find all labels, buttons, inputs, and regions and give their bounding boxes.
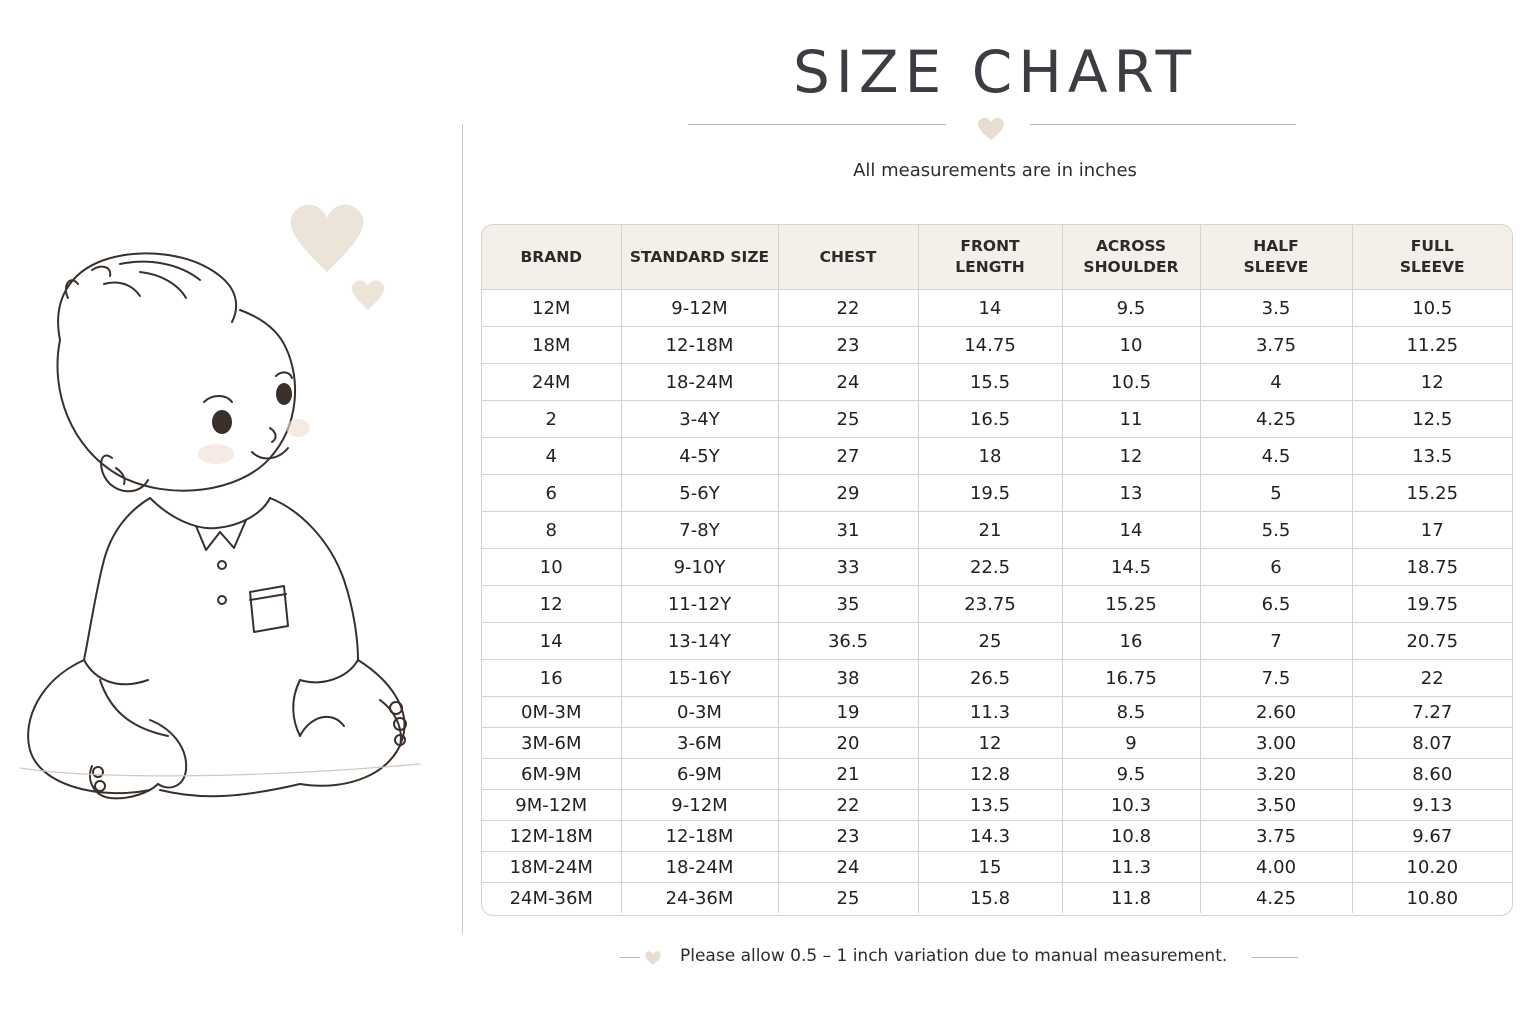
table-cell: 4.00	[1200, 852, 1352, 883]
table-row	[482, 512, 1512, 549]
table-cell: 8.07	[1352, 728, 1512, 759]
table-cell: 10.20	[1352, 852, 1512, 883]
table-row	[482, 852, 1512, 883]
table-cell: 3.00	[1200, 728, 1352, 759]
table-cell: 12	[1062, 438, 1200, 475]
column-header: ACROSS SHOULDER	[1062, 225, 1200, 290]
table-cell: 24M-36M	[482, 883, 621, 914]
table-cell: 27	[778, 438, 918, 475]
table-row	[482, 623, 1512, 660]
table-cell: 9	[1062, 728, 1200, 759]
table-cell: 14	[482, 623, 621, 660]
table-row	[482, 364, 1512, 401]
table-cell: 12-18M	[621, 821, 778, 852]
table-cell: 8.5	[1062, 697, 1200, 728]
table-cell: 3-4Y	[621, 401, 778, 438]
table-cell: 21	[778, 759, 918, 790]
table-cell: 22	[778, 790, 918, 821]
table-cell: 5-6Y	[621, 475, 778, 512]
table-cell: 4.25	[1200, 883, 1352, 914]
table-cell: 6-9M	[621, 759, 778, 790]
table-cell: 9M-12M	[482, 790, 621, 821]
table-cell: 15.5	[918, 364, 1062, 401]
table-cell: 3.50	[1200, 790, 1352, 821]
table-cell: 5	[1200, 475, 1352, 512]
table-cell: 22.5	[918, 549, 1062, 586]
table-cell: 26.5	[918, 660, 1062, 697]
table-cell: 2	[482, 401, 621, 438]
table-cell: 16	[1062, 623, 1200, 660]
table-cell: 17	[1352, 512, 1512, 549]
table-cell: 11.8	[1062, 883, 1200, 914]
table-row	[482, 821, 1512, 852]
size-table	[482, 225, 1512, 913]
table-cell: 4	[482, 438, 621, 475]
table-cell: 33	[778, 549, 918, 586]
table-cell: 9-12M	[621, 290, 778, 327]
table-cell: 4	[1200, 364, 1352, 401]
table-row	[482, 438, 1512, 475]
table-cell: 12M-18M	[482, 821, 621, 852]
table-cell: 6M-9M	[482, 759, 621, 790]
heart-icon	[291, 205, 364, 272]
table-cell: 22	[778, 290, 918, 327]
table-cell: 19.5	[918, 475, 1062, 512]
page-title: SIZE CHART	[792, 38, 1198, 106]
table-cell: 11.25	[1352, 327, 1512, 364]
table-cell: 3.20	[1200, 759, 1352, 790]
table-cell: 15.25	[1062, 586, 1200, 623]
table-cell: 0M-3M	[482, 697, 621, 728]
table-cell: 15.8	[918, 883, 1062, 914]
table-cell: 13-14Y	[621, 623, 778, 660]
table-cell: 19	[778, 697, 918, 728]
measurement-footnote: Please allow 0.5 – 1 inch variation due to manual measurement.	[680, 946, 1228, 966]
table-cell: 11.3	[1062, 852, 1200, 883]
table-cell: 3.5	[1200, 290, 1352, 327]
table-cell: 10.5	[1352, 290, 1512, 327]
table-cell: 7-8Y	[621, 512, 778, 549]
table-cell: 24	[778, 852, 918, 883]
table-cell: 10.80	[1406, 887, 1459, 909]
column-header: CHEST	[778, 225, 918, 290]
table-cell: 18M	[482, 327, 621, 364]
table-cell: 11-12Y	[621, 586, 778, 623]
table-cell: 14.75	[918, 327, 1062, 364]
table-cell: 25	[778, 401, 918, 438]
table-cell: 5.5	[1200, 512, 1352, 549]
table-cell: 10	[1062, 327, 1200, 364]
table-row	[482, 660, 1512, 697]
table-cell: 23.75	[918, 586, 1062, 623]
table-cell: 7	[1200, 623, 1352, 660]
table-cell: 13.5	[1352, 438, 1512, 475]
baby-illustration	[0, 180, 440, 820]
table-cell: 9.5	[1062, 290, 1200, 327]
table-cell: 9.13	[1352, 790, 1512, 821]
footnote-rule-right	[1252, 957, 1298, 958]
table-cell: 6	[482, 475, 621, 512]
table-cell: 7.27	[1352, 697, 1512, 728]
table-cell: 38	[778, 660, 918, 697]
title-rule-right	[1030, 124, 1296, 125]
table-cell: 15-16Y	[621, 660, 778, 697]
table-cell: 9-12M	[621, 790, 778, 821]
table-row	[482, 290, 1512, 327]
table-cell: 21	[918, 512, 1062, 549]
table-cell: 16	[482, 660, 621, 697]
table-body	[482, 290, 1512, 914]
vertical-divider	[462, 124, 463, 934]
column-header: HALF SLEEVE	[1200, 225, 1352, 290]
table-cell: 29	[778, 475, 918, 512]
table-cell: 6.5	[1200, 586, 1352, 623]
table-cell: 11.3	[918, 697, 1062, 728]
table-cell: 11	[1062, 401, 1200, 438]
table-cell: 25	[918, 623, 1062, 660]
table-cell: 15	[918, 852, 1062, 883]
table-cell: 12-18M	[621, 327, 778, 364]
table-cell: 12	[918, 728, 1062, 759]
table-cell: 10.3	[1062, 790, 1200, 821]
table-cell: 25	[778, 883, 918, 914]
table-cell: 10.8	[1062, 821, 1200, 852]
table-cell: 16.75	[1062, 660, 1200, 697]
table-cell: 3.75	[1200, 821, 1352, 852]
units-subtitle: All measurements are in inches	[853, 160, 1137, 181]
table-header-row	[482, 225, 1512, 290]
table-cell: 14	[1062, 512, 1200, 549]
table-row	[482, 586, 1512, 623]
table-cell: 13.5	[918, 790, 1062, 821]
table-row	[482, 549, 1512, 586]
table-cell: 10.5	[1062, 364, 1200, 401]
table-cell: 12.8	[918, 759, 1062, 790]
table-cell: 22	[1352, 660, 1512, 697]
table-cell: 9.5	[1062, 759, 1200, 790]
table-cell: 18-24M	[621, 364, 778, 401]
table-cell: 14.5	[1062, 549, 1200, 586]
table-cell: 20	[778, 728, 918, 759]
table-cell: 3M-6M	[482, 728, 621, 759]
table-row	[482, 790, 1512, 821]
table-cell: 31	[778, 512, 918, 549]
table-cell: 35	[778, 586, 918, 623]
table-cell: 12.5	[1352, 401, 1512, 438]
table-cell: 12	[482, 586, 621, 623]
table-row	[482, 697, 1512, 728]
table-cell: 15.25	[1352, 475, 1512, 512]
column-header: STANDARD SIZE	[621, 225, 778, 290]
table-cell: 4.25	[1200, 401, 1352, 438]
heart-icon	[976, 116, 1006, 142]
heart-icon	[352, 280, 385, 310]
table-cell: 12	[1352, 364, 1512, 401]
table-row	[482, 759, 1512, 790]
column-header: BRAND	[482, 225, 621, 290]
table-cell: 2.60	[1200, 697, 1352, 728]
size-table-container	[481, 224, 1513, 916]
table-cell: 24M	[482, 364, 621, 401]
table-cell: 8.60	[1352, 759, 1512, 790]
table-cell: 23	[778, 327, 918, 364]
table-cell: 16.5	[918, 401, 1062, 438]
table-cell: 19.75	[1352, 586, 1512, 623]
table-cell: 18.75	[1352, 549, 1512, 586]
table-row	[482, 401, 1512, 438]
table-cell: 18M-24M	[482, 852, 621, 883]
table-cell: 4-5Y	[621, 438, 778, 475]
table-cell: 14	[918, 290, 1062, 327]
column-header: FRONT LENGTH	[918, 225, 1062, 290]
table-cell: 8	[482, 512, 621, 549]
table-cell: 24-36M	[621, 883, 778, 914]
table-cell: 0-3M	[621, 697, 778, 728]
table-cell: 4.5	[1200, 438, 1352, 475]
table-row	[482, 728, 1512, 759]
table-cell: 9.67	[1352, 821, 1512, 852]
table-cell: 18	[918, 438, 1062, 475]
table-cell: 20.75	[1352, 623, 1512, 660]
table-cell: 10	[482, 549, 621, 586]
table-row	[482, 883, 1512, 914]
column-header: FULL SLEEVE	[1352, 225, 1512, 290]
table-row	[482, 327, 1512, 364]
table-row	[482, 475, 1512, 512]
table-cell: 9-10Y	[621, 549, 778, 586]
table-cell: 3.75	[1200, 327, 1352, 364]
table-cell: 6	[1200, 549, 1352, 586]
table-cell: 23	[778, 821, 918, 852]
footnote-rule-left	[620, 957, 640, 958]
table-cell: 36.5	[778, 623, 918, 660]
title-rule-left	[688, 124, 946, 125]
table-cell: 13	[1062, 475, 1200, 512]
table-cell: 18-24M	[621, 852, 778, 883]
table-cell: 24	[778, 364, 918, 401]
table-cell: 14.3	[918, 821, 1062, 852]
heart-icon	[644, 950, 662, 966]
table-cell: 7.5	[1200, 660, 1352, 697]
table-cell: 3-6M	[621, 728, 778, 759]
table-cell: 12M	[482, 290, 621, 327]
